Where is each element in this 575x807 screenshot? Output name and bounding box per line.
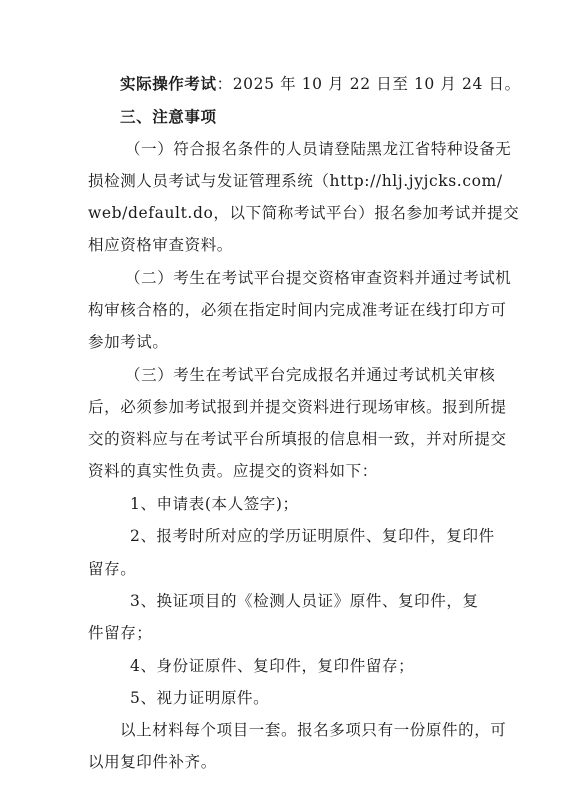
para3-line3: 交的资料应与在考试平台所填报的信息相一致，并对所提交 <box>88 430 507 448</box>
para1-line3: web/default.do，以下简称考试平台）报名参加考试并提交 <box>88 204 520 222</box>
para1-line2: 损检测人员考试与发证管理系统（http://hlj.jyjcks.com/ <box>88 172 503 190</box>
item-2-line1: 2、报考时所对应的学历证明原件、复印件，复印件 <box>130 527 495 545</box>
closing-line2: 以用复印件补齐。 <box>88 753 217 771</box>
para3-line1: （三）考生在考试平台完成报名并通过考试机关审核 <box>125 366 496 384</box>
item-3-line2: 件留存； <box>88 624 153 642</box>
exam-time-label: 实际操作考试 <box>120 74 217 93</box>
para3-line2: 后，必须参加考试报到并提交资料进行现场审核。报到所提 <box>88 398 507 416</box>
item-5: 5、视力证明原件。 <box>130 689 270 707</box>
para1-line4: 相应资格审查资料。 <box>88 236 233 254</box>
para3-line4: 资料的真实性负责。应提交的资料如下： <box>88 462 378 480</box>
para2-line2: 构审核合格的，必须在指定时间内完成准考证在线打印方可 <box>88 301 507 319</box>
item-2-line2: 留存。 <box>88 560 137 578</box>
para2-line3: 参加考试。 <box>88 333 169 351</box>
item-1: 1、申请表(本人签字)； <box>130 495 299 513</box>
para2-line1: （二）考生在考试平台提交资格审查资料并通过考试机 <box>125 269 512 287</box>
item-4: 4、身份证原件、复印件，复印件留存； <box>130 657 415 675</box>
exam-time-line <box>120 74 521 94</box>
para1-line1: （一）符合报名条件的人员请登陆黑龙江省特种设备无 <box>125 140 512 158</box>
exam-time-value: ：2025 年 10 月 22 日至 10 月 24 日。 <box>216 75 521 93</box>
section-title: 三、注意事项 <box>120 107 217 126</box>
closing-line1: 以上材料每个项目一套。报名多项只有一份原件的，可 <box>120 721 507 739</box>
item-3-line1: 3、换证项目的《检测人员证》原件、复印件，复 <box>130 592 479 610</box>
